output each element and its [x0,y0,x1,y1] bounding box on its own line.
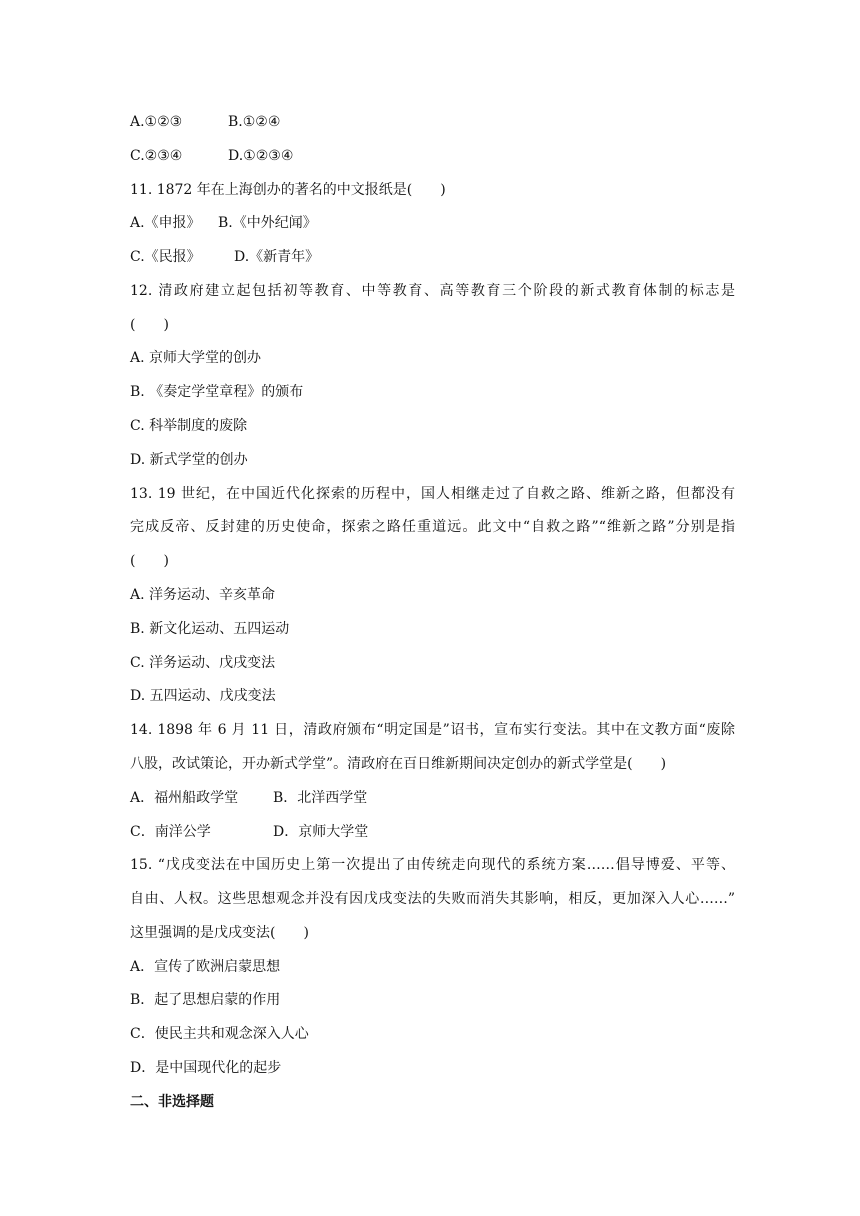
q14-stem-line-1: 14. 1898 年 6 月 11 日，清政府颁布“明定国是”诏书，宣布实行变法。其中在文教方面“废除 [130,722,735,738]
q15-stem-line-2: 自由、人权。这些思想观念并没有因戊戌变法的失败而消失其影响，相反，更加深入人心……” [130,891,735,907]
q12-option-b: B. 《奏定学堂章程》的颁布 [130,384,304,400]
q13-stem-line-1: 13. 19 世纪，在中国近代化探索的历程中，国人相继走过了自救之路、维新之路，但都没有 [130,486,735,502]
q15-option-a: A．宣传了欧洲启蒙思想 [130,959,281,975]
q11-option-c: C.《民报》 [130,249,201,265]
q11-options-row-1 [130,213,317,233]
q15-option-d: D．是中国现代化的起步 [130,1060,282,1076]
q10-option-b: B.①②④ [228,114,281,130]
q15-option-b: B．起了思想启蒙的作用 [130,992,281,1008]
q12-stem-line-1: 12. 清政府建立起包括初等教育、中等教育、高等教育三个阶段的新式教育体制的标志是 [130,283,735,299]
q10-options-row-1 [130,112,281,132]
q13-option-c: C. 洋务运动、戊戌变法 [130,655,276,671]
q10-option-c: C.②③④ [130,148,183,164]
q11-stem: 11. 1872 年在上海创办的著名的中文报纸是( ) [130,182,446,198]
q15-stem-line-3: 这里强调的是戊戌变法( ) [130,925,309,941]
q13-stem-line-2: 完成反帝、反封建的历史使命，探索之路任重道远。此文中“自救之路”“维新之路”分别是指 [130,519,735,535]
q14-options-row-1 [130,788,368,808]
q15-option-c: C．使民主共和观念深入人心 [130,1026,309,1042]
q13-option-d: D. 五四运动、戊戌变法 [130,688,276,704]
q12-option-c: C. 科举制度的废除 [130,418,248,434]
q12-option-d: D. 新式学堂的创办 [130,452,248,468]
q11-option-b: B.《中外纪闻》 [218,215,317,231]
q15-stem-line-1: 15. “戊戌变法在中国历史上第一次提出了由传统走向现代的系统方案……倡导博爱、平等、 [130,857,735,873]
q14-option-c: C．南洋公学 [130,824,211,840]
q10-option-a: A.①②③ [130,114,183,130]
q14-option-d: D．京师大学堂 [273,824,369,840]
q13-option-b: B. 新文化运动、五四运动 [130,621,290,637]
q10-options-row-2 [130,146,294,166]
q13-stem-line-3: ( ) [130,553,169,569]
section-heading: 二、非选择题 [130,1094,214,1110]
q14-options-row-2 [130,822,369,842]
q11-options-row-2 [130,247,320,267]
q10-option-d: D.①②③④ [228,148,294,164]
q13-option-a: A. 洋务运动、辛亥革命 [130,587,276,603]
q12-option-a: A. 京师大学堂的创办 [130,350,262,366]
q14-option-b: B．北洋西学堂 [273,790,368,806]
q11-option-d: D.《新青年》 [234,249,320,265]
q12-stem-line-2: ( ) [130,317,169,333]
q14-option-a: A．福州船政学堂 [130,790,239,806]
q14-stem-line-2: 八股，改试策论，开办新式学堂”。清政府在百日维新期间决定创办的新式学堂是( ) [130,756,667,772]
q11-option-a: A.《申报》 [130,215,201,231]
